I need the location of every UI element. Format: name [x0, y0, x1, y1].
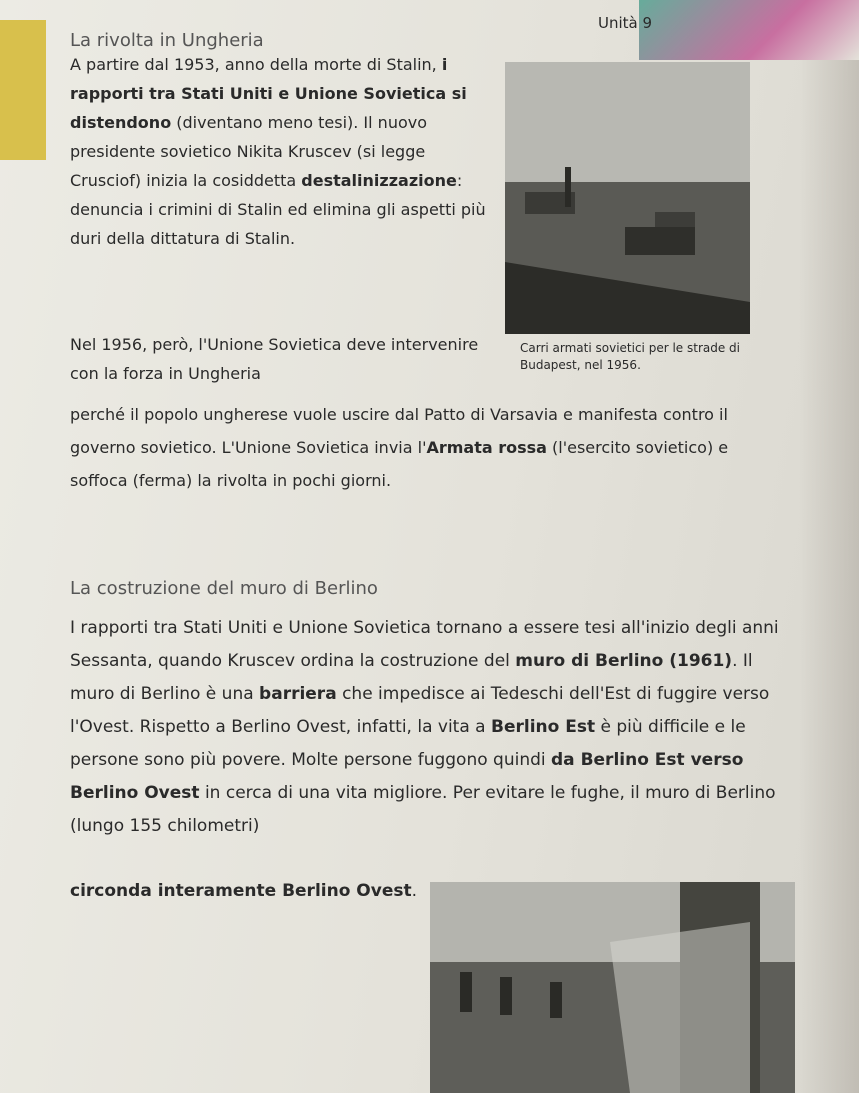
paragraph-hungary-intro: Nel 1956, però, l'Unione Sovietica deve intervenire con la forza in Ungheria — [70, 335, 479, 383]
photo-berlin-wall — [430, 882, 795, 1093]
page-shadow — [799, 60, 859, 1093]
paragraph-destalinization: A partire dal 1953, anno della morte di Stalin, i rapporti tra Stati Uniti e Unione Sovietica si distendono (diventano meno tesi). Il nuovo presidente sovietico Nikita Kruscev (si legge Crusciof) inizia la cosiddetta destalinizzazione: denuncia i crimini di Stalin ed elimina gli aspetti più duri della dittatura di Stalin. — [70, 55, 486, 248]
section-title-berlin-wall: La costruzione del muro di Berlino — [70, 578, 378, 599]
corner-decoration — [639, 0, 859, 60]
berlin-photo-illustration — [430, 882, 795, 1093]
unit-label: Unità 9 — [598, 14, 653, 32]
photo-budapest-tanks — [505, 62, 750, 334]
paragraph-berlin-wall-end: circonda interamente Berlino Ovest. — [70, 881, 418, 901]
tanks-photo-illustration — [505, 62, 750, 334]
photo-caption-budapest: Carri armati sovietici per le strade di Budapest, nel 1956. — [520, 341, 740, 372]
paragraph-berlin-wall: I rapporti tra Stati Uniti e Unione Sovietica tornano a essere tesi all'inizio degli anni Sessanta, quando Kruscev ordina la costruzione del muro di Berlino (1961). Il muro di Berlino è una barriera che impedisce ai Tedeschi dell'Est di fuggire verso l'Ovest. Rispetto a Berlino Ovest, infatti, la vita a Berlino Est è più difficile e le persone sono più povere. Molte persone fuggono quindi da Berlino Est verso Berlino Ovest in cerca di una vita migliore. Per evitare le fughe, il muro di Berlino (lungo 155 chilometri) — [70, 618, 779, 836]
yellow-edge-decoration — [0, 20, 46, 160]
section-title-hungary: La rivolta in Ungheria — [70, 30, 264, 51]
paragraph-hungary: perché il popolo ungherese vuole uscire dal Patto di Varsavia e manifesta contro il governo sovietico. L'Unione Sovietica invia l'Armata rossa (l'esercito sovietico) e soffoca (ferma) la rivolta in pochi giorni. — [70, 405, 729, 490]
